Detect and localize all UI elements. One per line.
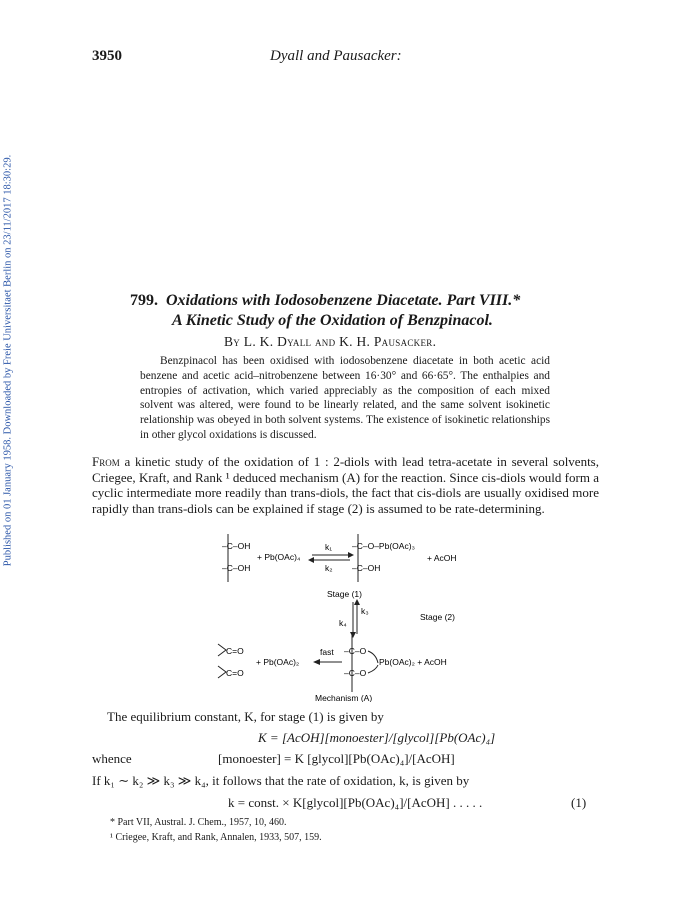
article-number: 799.: [130, 292, 158, 309]
mechanism-scheme: [200, 530, 500, 702]
equilibrium-sentence: The equilibrium constant, K, for stage (1) is given by: [107, 709, 384, 724]
carbonyl1-bonds: [218, 644, 226, 656]
down-arrowhead: [350, 632, 356, 638]
footnote-1: * Part VII, Austral. J. Chem., 1957, 10, 460.: [110, 817, 287, 828]
equation-monoester: [monoester] = K [glycol][Pb(OAc)₄]/[AcOH]: [218, 751, 455, 766]
if-sentence: If k₁ ∼ k₂ ≫ k₃ ≫ k₄, it follows that the rate of oxidation, k, is given by: [92, 773, 470, 788]
forward-arrowhead: [348, 552, 354, 558]
k2-label: k₂: [325, 563, 333, 573]
title-text-1: Oxidations with Iodosobenzene Diacetate. Part VIII.*: [166, 292, 521, 309]
pb2-plus: + Pb(OAc)₂: [256, 657, 300, 667]
reagent-plus: + Pb(OAc)₄: [257, 552, 301, 562]
byline: By L. K. Dyall and K. H. Pausacker.: [224, 334, 437, 349]
carbonyl2: C=O: [226, 668, 244, 678]
up-arrowhead: [354, 599, 360, 605]
cyclic-o2: –C–O: [344, 668, 367, 678]
mechanism-label: Mechanism (A): [315, 693, 373, 702]
equation-k: K = [AcOH][monoester]/[glycol][Pb(OAc)₄]: [258, 730, 496, 745]
intro-text: a kinetic study of the oxidation of 1 : 2-diols with lead tetra-acetate in several solvents, Criegee, Kraft, and Rank ¹ deduced mechanism (A) for the reaction. Since cis-diols would form a cyclic intermediate more readily than trans-diols, the fact that cis-diols are usually oxidised more rapidly than trans-diols can be explained if stage (2) is assumed to be rate-determining.: [92, 454, 599, 516]
k3-label: k₃: [361, 606, 369, 616]
page-number: 3950: [92, 48, 122, 64]
cyclic-o1: –C–O: [344, 646, 367, 656]
fast-arrowhead: [313, 659, 320, 665]
back-arrowhead: [308, 557, 314, 563]
stage1-label: Stage (1): [327, 589, 362, 599]
carbonyl2-bonds: [218, 666, 226, 678]
cyclic-ring-bottom: [368, 665, 378, 673]
monoester-bottom: –C–OH: [352, 563, 381, 573]
diol-oh2: –C–OH: [222, 563, 251, 573]
cyclic-ring-top: [368, 651, 378, 663]
intro-paragraph: [92, 454, 599, 516]
stage2-label: Stage (2): [420, 612, 455, 622]
whence-label: whence: [92, 751, 132, 766]
fast-label: fast: [320, 647, 334, 657]
diol-oh1: –C–OH: [222, 541, 251, 551]
article-title-line2: A Kinetic Study of the Oxidation of Benzpinacol.: [172, 312, 493, 329]
k1-label: k₁: [325, 542, 333, 552]
article-title-line1: [130, 292, 520, 310]
monoester-top: –C–O–Pb(OAc)₃: [352, 541, 415, 551]
carbonyl1: C=O: [226, 646, 244, 656]
acoh-product: + AcOH: [427, 553, 457, 563]
running-title: Dyall and Pausacker:: [270, 48, 402, 64]
publication-sidebar: Published on 01 January 1958. Downloaded by Freie Universitaet Berlin on 23/11/2017 18:30:29.: [2, 154, 14, 567]
cyclic-lead: Pb(OAc)₂ + AcOH: [379, 657, 447, 667]
equation-number: (1): [571, 795, 587, 810]
equation-rate: k = const. × K[glycol][Pb(OAc)₄]/[AcOH] . . . . .: [228, 795, 483, 810]
footnote-2: ¹ Criegee, Kraft, and Rank, Annalen, 1933, 507, 159.: [110, 832, 322, 843]
intro-lead: From: [92, 454, 120, 469]
abstract: Benzpinacol has been oxidised with iodosobenzene diacetate in both acetic acid benzene and acetic acid–nitrobenzene between 16·30° and 66·65°. The enthalpies and entropies of activation, which varied appreciably as the composition of each mixed solvent was altered, were found to be linearly related, and the same solvent isokinetic relationship was obeyed in both solvent systems. The existence of isokinetic relationships in other glycol oxidations is discussed.: [140, 355, 550, 441]
k4-label: k₄: [339, 618, 347, 628]
